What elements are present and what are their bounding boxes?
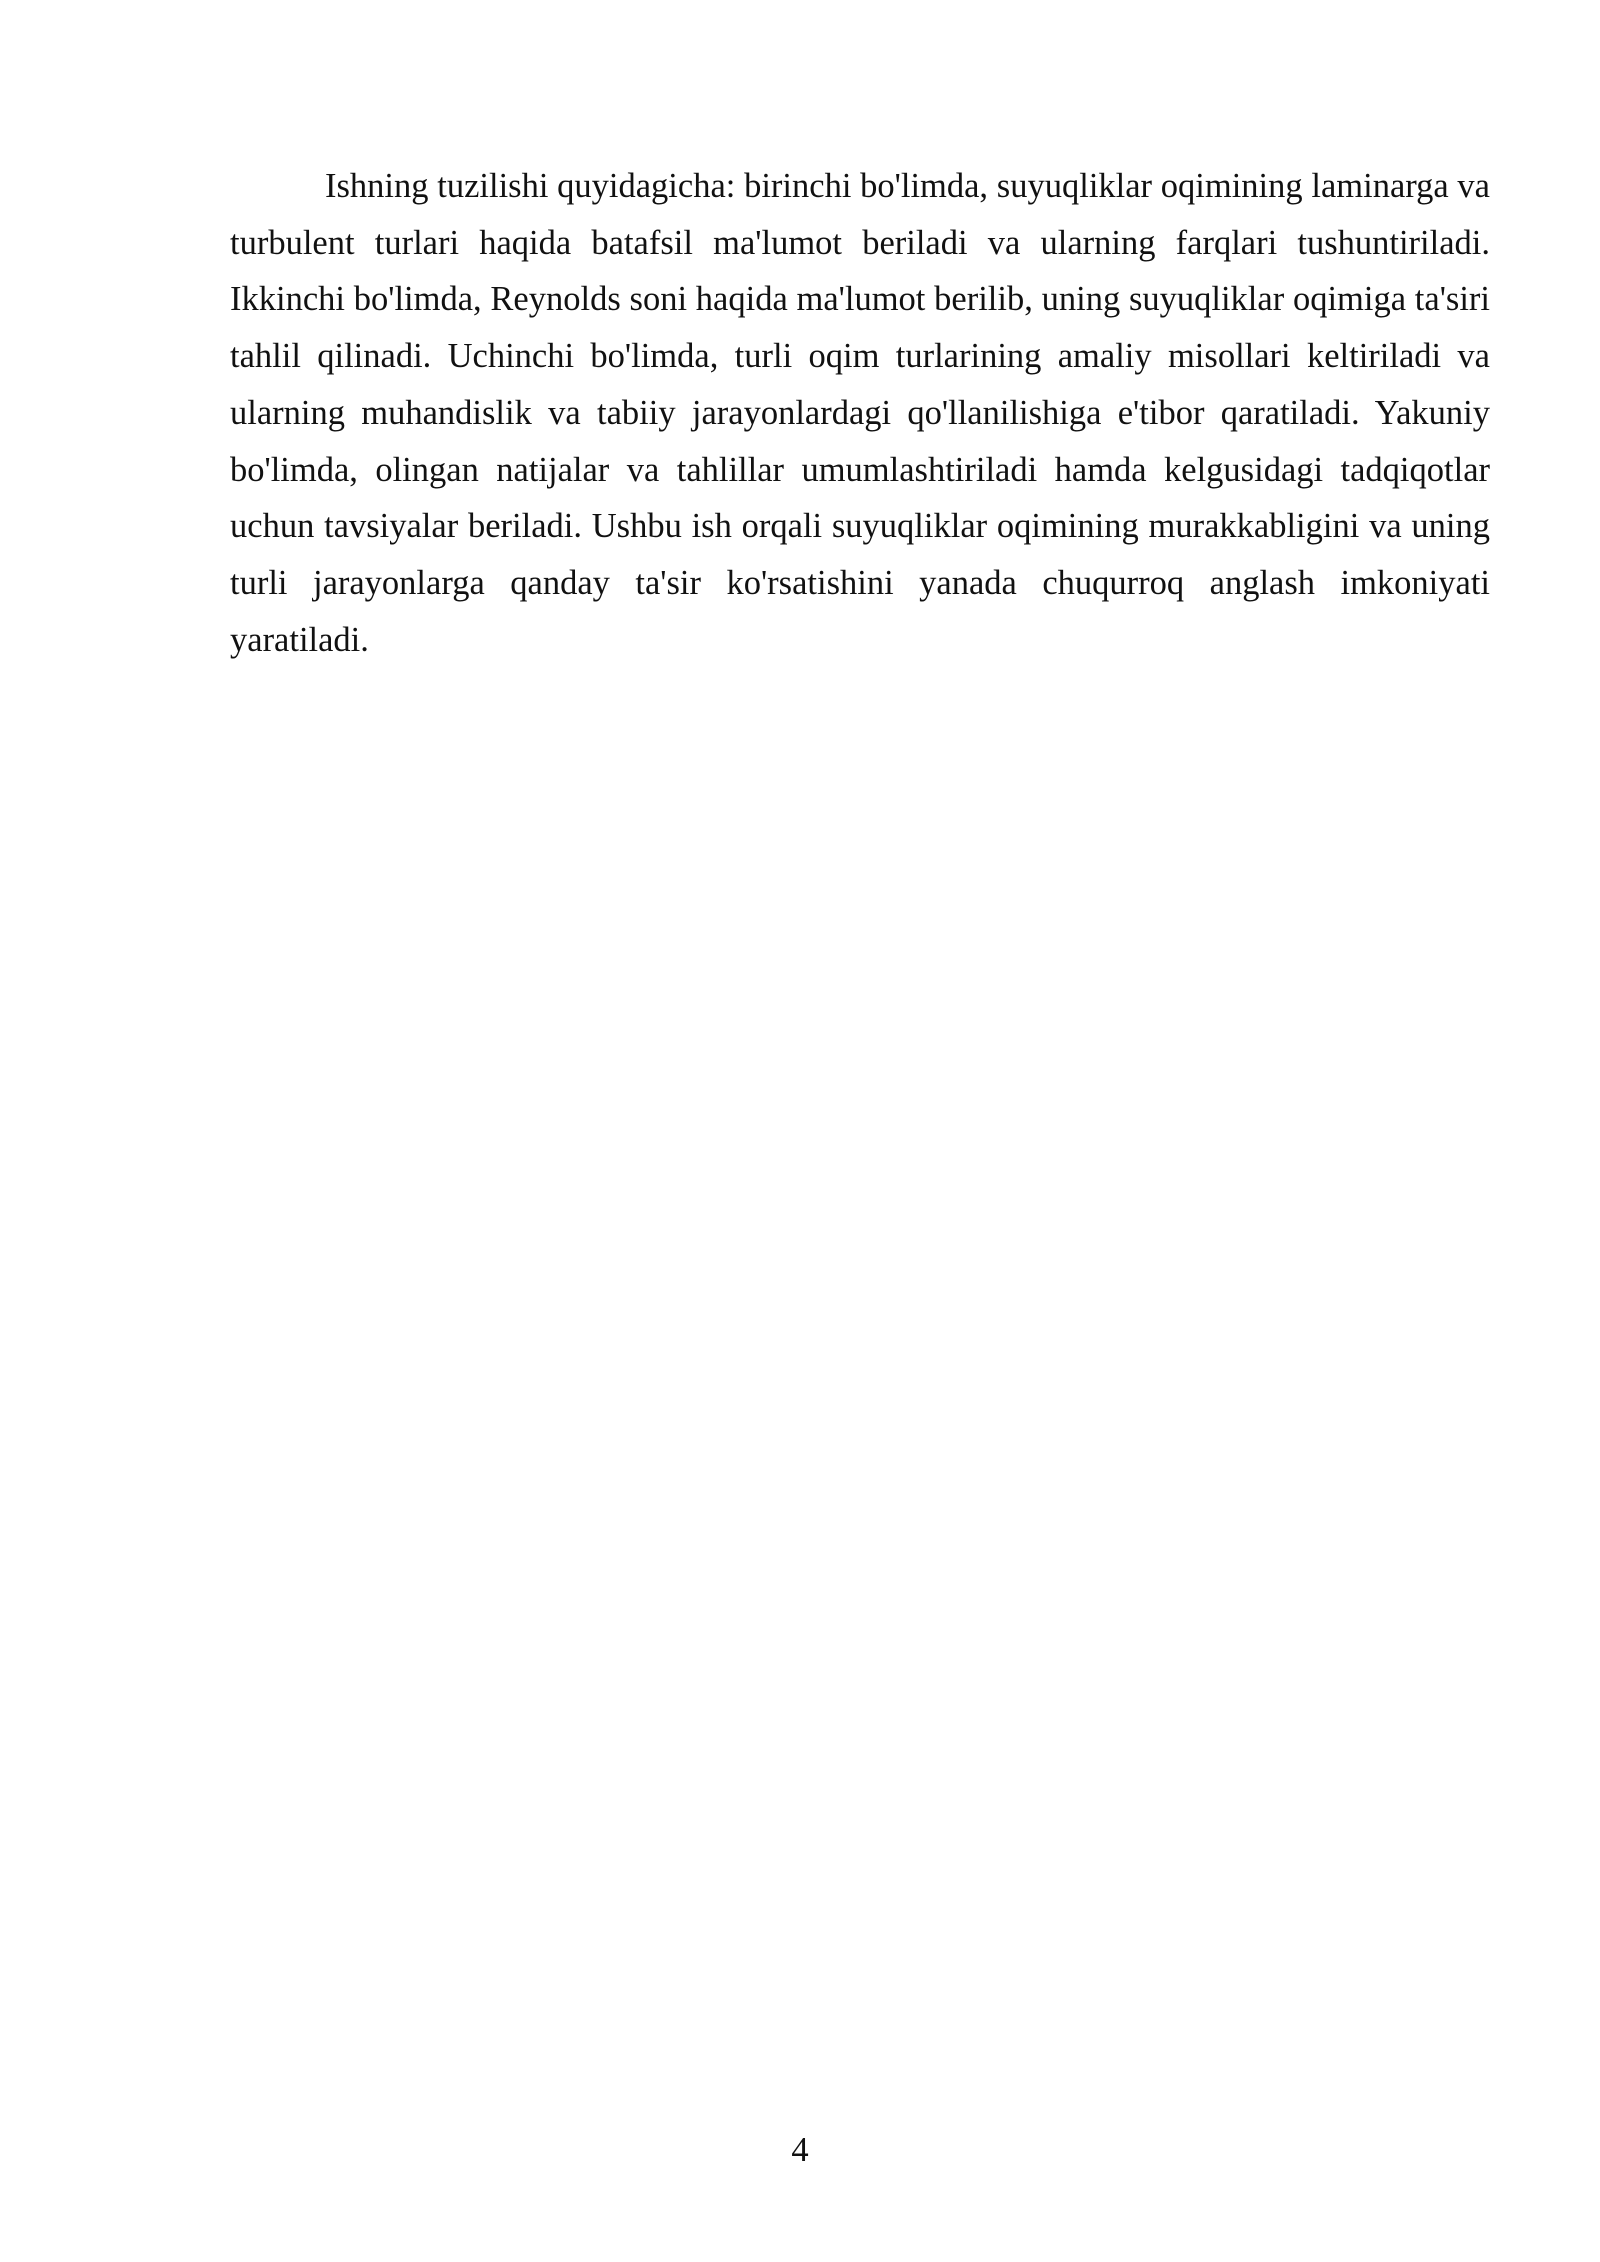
page-number: 4 [791, 2131, 809, 2169]
body-paragraph: Ishning tuzilishi quyidagicha: birinchi bo'limda, suyuqliklar oqimining laminarga va turbulent turlari haqida batafsil ma'lumot beriladi va ularning farqlari tushuntiriladi. Ikkinchi bo'limda, Reynolds soni haqida ma'lumot berilib, uning suyuqliklar oqimiga ta'siri tahlil qilinadi. Uchinchi bo'limda, turli oqim turlarining amaliy misollari keltiriladi va ularning muhandislik va tabiiy jarayonlardagi qo'llanilishiga e'tibor qaratiladi. Yakuniy bo'limda, olingan natijalar va tahlillar umumlashtiriladi hamda kelgusidagi tadqiqotlar uchun tavsiyalar beriladi. Ushbu ish orqali suyuqliklar oqimining murakkabligini va uning turli jarayonlarga qanday ta'sir ko'rsatishini yanada chuqurroq anglash imkoniyati yaratiladi. [230, 167, 1490, 659]
